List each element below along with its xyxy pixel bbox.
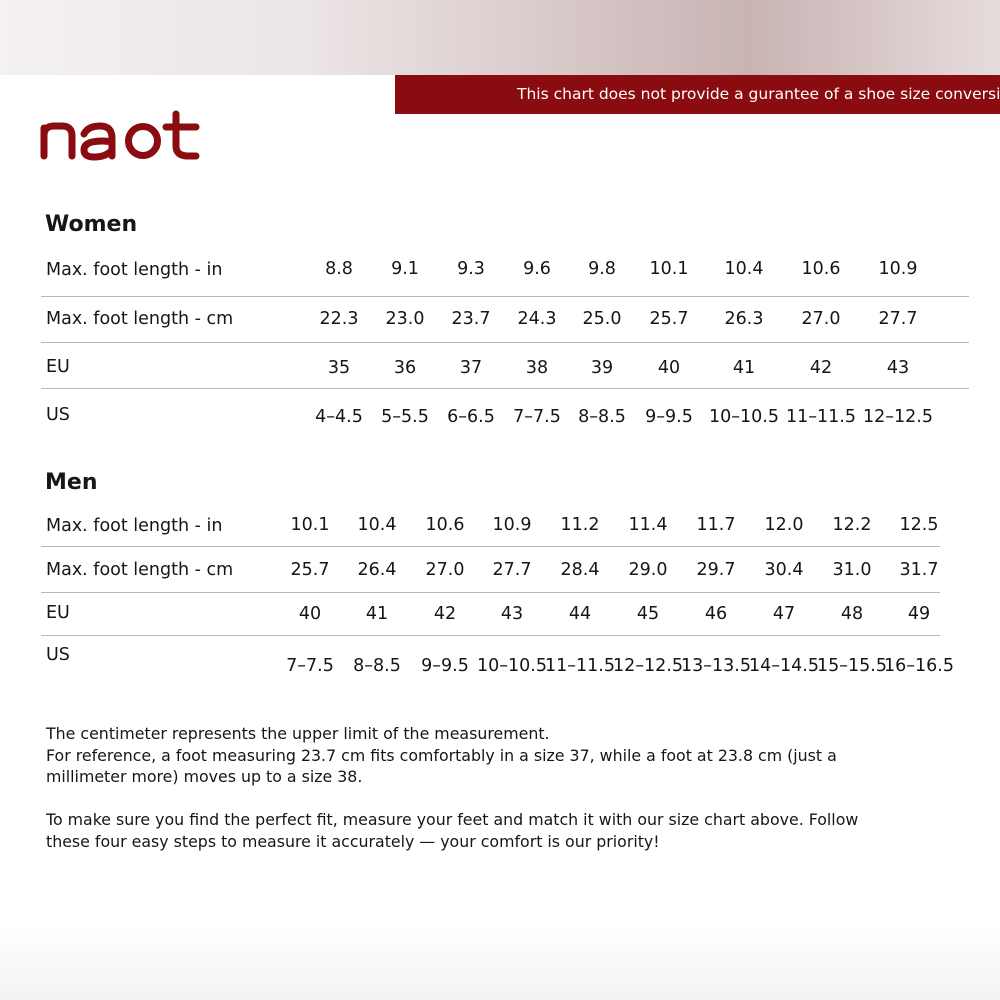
men-table-cell: 10.6 [425,515,465,535]
women-table-cell: 10.9 [878,259,918,279]
men-table-cell: 29.0 [628,560,668,580]
women-table-cell: 11–11.5 [786,407,856,427]
women-table-cell: 37 [459,358,483,378]
women-table-cell: 23.7 [451,309,491,329]
men-table-cell: 9–9.5 [421,656,469,676]
men-table-cell: 12–12.5 [613,656,683,676]
women-table-cell: 41 [732,358,756,378]
women-row-label: US [46,405,70,425]
men-table-cell: 11.7 [696,515,736,535]
men-table-cell: 27.0 [425,560,465,580]
men-table-cell: 10.1 [290,515,330,535]
disclaimer-text: This chart does not provide a gurantee of a shoe size conversi [517,85,1000,103]
men-row-divider [41,635,940,636]
men-table-cell: 26.4 [357,560,397,580]
women-table-cell: 42 [809,358,833,378]
women-table-cell: 9–9.5 [645,407,693,427]
women-table-cell: 43 [886,358,910,378]
women-row-label: Max. foot length - in [46,260,223,280]
men-row-divider [41,546,940,547]
men-table-cell: 48 [840,604,864,624]
men-row-label: US [46,645,70,665]
women-table-cell: 39 [590,358,614,378]
men-table-cell: 29.7 [696,560,736,580]
women-table-cell: 24.3 [517,309,557,329]
men-table-cell: 28.4 [560,560,600,580]
naot-logo [40,110,225,162]
men-table-cell: 12.2 [832,515,872,535]
men-table-cell: 49 [907,604,931,624]
top-background-shade [0,0,1000,75]
women-table-cell: 4–4.5 [315,407,363,427]
women-table-cell: 12–12.5 [863,407,933,427]
women-table-cell: 25.0 [582,309,622,329]
men-table-cell: 25.7 [290,560,330,580]
men-row-label: Max. foot length - in [46,516,223,536]
men-table-cell: 7–7.5 [286,656,334,676]
men-table-cell: 42 [433,604,457,624]
women-table-cell: 25.7 [649,309,689,329]
men-table-cell: 43 [500,604,524,624]
measurement-note [46,723,946,788]
men-table-cell: 11.2 [560,515,600,535]
men-table-cell: 8–8.5 [353,656,401,676]
women-table-cell: 6–6.5 [447,407,495,427]
fit-advice-note [46,809,866,852]
men-table-cell: 40 [298,604,322,624]
men-row-label: EU [46,603,70,623]
men-table-cell: 41 [365,604,389,624]
women-row-label: Max. foot length - cm [46,309,234,329]
women-table-cell: 35 [327,358,351,378]
men-section-title: Men [45,470,98,495]
women-table-cell: 8–8.5 [578,407,626,427]
men-table-cell: 31.0 [832,560,872,580]
men-table-cell: 47 [772,604,796,624]
note-line-3: To make sure you find the perfect fit, measure your feet and match it with our size chart above. Follow these four easy steps to measure it accurately — your comfort is our priority! [46,810,859,851]
men-table-cell: 44 [568,604,592,624]
women-table-cell: 26.3 [724,309,764,329]
women-row-divider [41,388,969,389]
men-row-label: Max. foot length - cm [46,560,234,580]
women-table-cell: 10–10.5 [709,407,779,427]
men-table-cell: 11–11.5 [545,656,615,676]
men-table-cell: 12.0 [764,515,804,535]
women-table-cell: 40 [657,358,681,378]
bottom-background-shade [0,925,1000,1000]
men-table-cell: 45 [636,604,660,624]
men-table-cell: 16–16.5 [884,656,954,676]
women-table-cell: 9.3 [457,259,485,279]
note-line-2: For reference, a foot measuring 23.7 cm fits comfortably in a size 37, while a foot at 23.8 cm (just a millimeter more) moves up to a size 38. [46,745,837,786]
women-table-cell: 9.1 [391,259,419,279]
women-table-cell: 23.0 [385,309,425,329]
men-row-divider [41,592,940,593]
women-table-cell: 38 [525,358,549,378]
women-row-divider [41,342,969,343]
women-table-cell: 10.1 [649,259,689,279]
men-table-cell: 15–15.5 [817,656,887,676]
women-table-cell: 27.7 [878,309,918,329]
women-table-cell: 22.3 [319,309,359,329]
women-table-cell: 5–5.5 [381,407,429,427]
women-row-label: EU [46,357,70,377]
men-table-cell: 13–13.5 [681,656,751,676]
women-table-cell: 9.6 [523,259,551,279]
men-table-cell: 30.4 [764,560,804,580]
disclaimer-banner [395,75,1000,114]
men-table-cell: 46 [704,604,728,624]
women-table-cell: 27.0 [801,309,841,329]
men-table-cell: 12.5 [899,515,939,535]
men-table-cell: 10–10.5 [477,656,547,676]
note-line-1: The centimeter represents the upper limit of the measurement. [46,724,550,743]
women-table-cell: 10.4 [724,259,764,279]
women-table-cell: 8.8 [325,259,353,279]
women-table-cell: 10.6 [801,259,841,279]
men-table-cell: 31.7 [899,560,939,580]
men-table-cell: 11.4 [628,515,668,535]
women-row-divider [41,296,969,297]
women-table-cell: 36 [393,358,417,378]
women-table-cell: 9.8 [588,259,616,279]
women-table-cell: 7–7.5 [513,407,561,427]
men-table-cell: 10.9 [492,515,532,535]
men-table-cell: 10.4 [357,515,397,535]
men-table-cell: 14–14.5 [749,656,819,676]
men-table-cell: 27.7 [492,560,532,580]
women-section-title: Women [45,212,138,237]
